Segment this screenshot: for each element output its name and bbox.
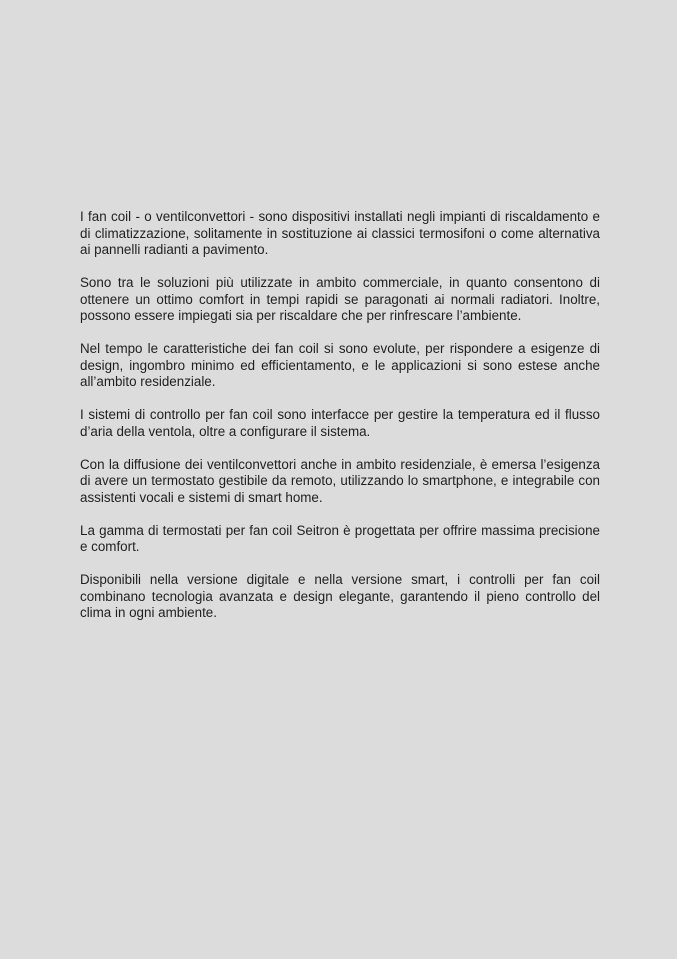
paragraph-evolution: Nel tempo le caratteristiche dei fan coil si sono evolute, per rispondere a esigenze di design, ingombro minimo ed efficientamento, e le applicazioni si sono estese anche all’ambito residenziale. (80, 341, 600, 389)
body-text (80, 209, 600, 622)
paragraph-versions: Disponibili nella versione digitale e nella versione smart, i controlli per fan coil combinano tecnologia avanzata e design elegante, garantendo il pieno controllo del clima in ogni ambiente. (80, 572, 600, 620)
paragraph-seitron-range: La gamma di termostati per fan coil Seitron è progettata per offrire massima precisione e comfort. (80, 522, 600, 554)
paragraph-residential: Con la diffusione dei ventilconvettori anche in ambito residenziale, è emersa l’esigenza di avere un termostato gestibile da remoto, utilizzando lo smartphone, e integrabile con assistenti vocali e sistemi di smart home. (80, 456, 600, 505)
paragraph-commercial-use: Sono tra le soluzioni più utilizzate in ambito commerciale, in quanto consentono di ottenere un ottimo comfort in tempi rapidi se paragonati ai normali radiatori. Inoltre, possono essere impiegati sia per riscaldare che per rinfrescare l’ambiente. (80, 275, 600, 323)
paragraph-control-systems: I sistemi di controllo per fan coil sono interfacce per gestire la temperatura ed il flusso d’aria della ventola, oltre a configurare il sistema. (80, 407, 600, 439)
paragraph-intro: I fan coil - o ventilconvettori - sono dispositivi installati negli impianti di riscaldamento e di climatizzazione, solitamente in sostituzione ai classici termosifoni o come alternativa ai pannelli radianti a pavimento. (80, 209, 600, 257)
